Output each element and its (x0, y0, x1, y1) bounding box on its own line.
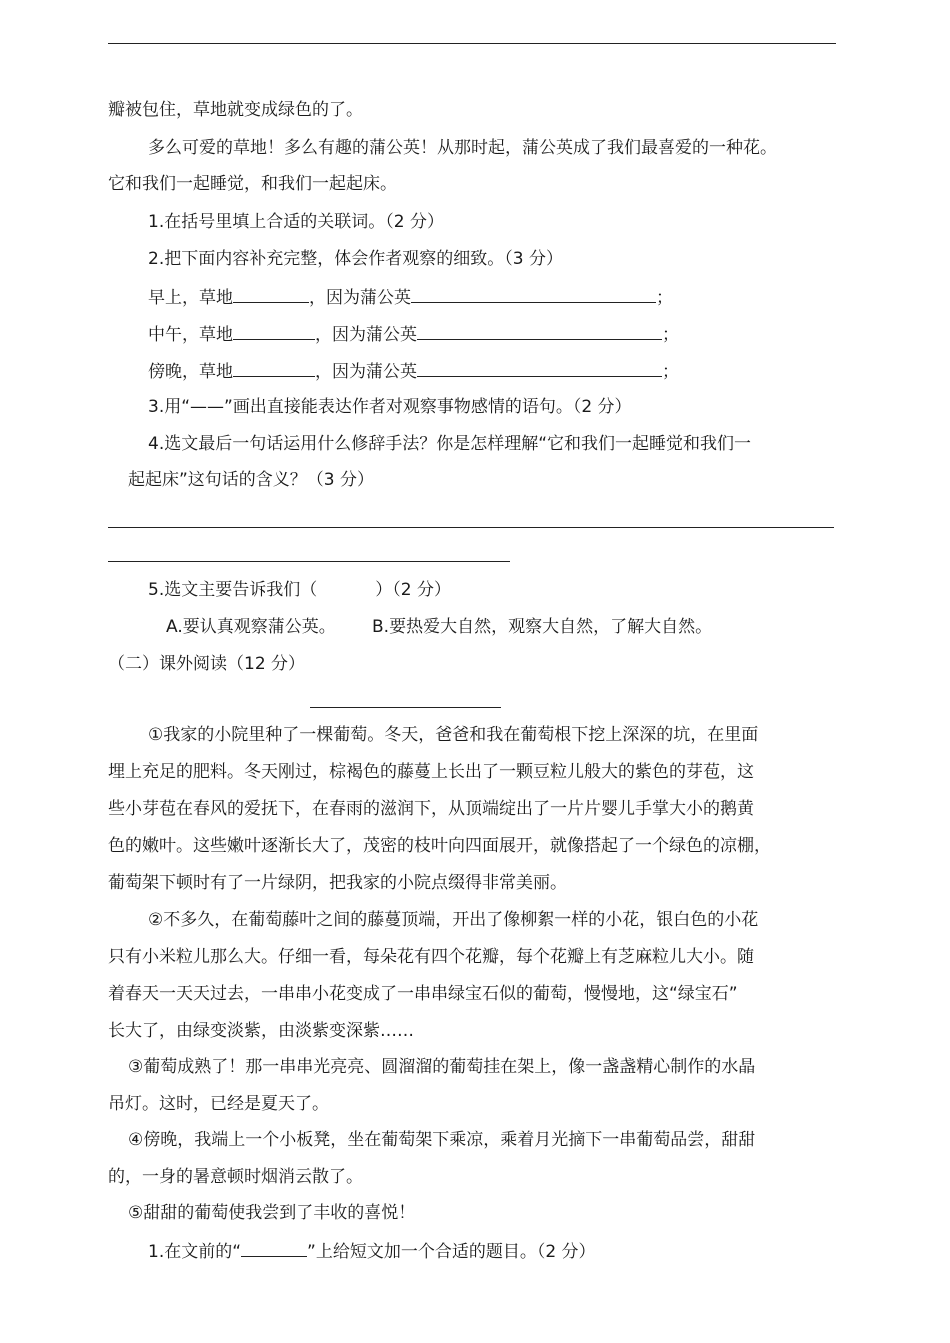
blank-field[interactable] (417, 321, 662, 340)
fill-row-mid: ，因为蒲公英 (315, 362, 417, 382)
question2-1-text: 1.在文前的“ (148, 1242, 242, 1262)
answer-line[interactable] (108, 527, 834, 528)
paragraph-1-line: 些小芽苞在春风的爱抚下，在春雨的滋润下，从顶端绽出了一片片婴儿手掌大小的鹅黄 (108, 799, 754, 819)
paragraph-4-line: 的，一身的暑意顿时烟消云散了。 (108, 1167, 363, 1187)
blank-field[interactable] (411, 284, 656, 303)
fill-row-morning (148, 284, 673, 310)
question-5-points: ）（2 分） (375, 580, 451, 600)
paragraph-1-line: 埋上充足的肥料。冬天刚过，棕褐色的藤蔓上长出了一颗豆粒儿般大的紫色的芽苞，这 (108, 762, 754, 782)
fill-row-noon (148, 321, 679, 347)
passage1-line2: 多么可爱的草地！多么有趣的蒲公英！从那时起，蒲公英成了我们最喜爱的一种花。 (148, 138, 777, 158)
title-blank[interactable] (310, 707, 501, 708)
answer-line[interactable] (108, 561, 510, 562)
question-4-line2: 起起床”这句话的含义？（3 分） (128, 470, 375, 490)
fill-row-end: ； (662, 362, 679, 382)
paragraph-1-line: 色的嫩叶。这些嫩叶逐渐长大了，茂密的枝叶向四面展开，就像搭起了一个绿色的凉棚， (108, 836, 771, 856)
passage1-line3: 它和我们一起睡觉，和我们一起起床。 (108, 174, 397, 194)
fill-row-label: 傍晚，草地 (148, 362, 233, 382)
question-3: 3.用“——”画出直接能表达作者对观察事物感情的语句。（2 分） (148, 397, 632, 417)
question2-1-rest: ”上给短文加一个合适的题目。（2 分） (307, 1242, 596, 1262)
blank-field[interactable] (233, 321, 315, 340)
option-b: B.要热爱大自然，观察大自然，了解大自然。 (372, 617, 713, 637)
question-2: 2.把下面内容补充完整，体会作者观察的细致。（3 分） (148, 249, 563, 269)
paragraph-3-line: ③葡萄成熟了！那一串串光亮亮、圆溜溜的葡萄挂在架上，像一盏盏精心制作的水晶 (128, 1057, 756, 1077)
paragraph-2-line: ②不多久，在葡萄藤叶之间的藤蔓顶端，开出了像柳絮一样的小花，银白色的小花 (148, 910, 759, 930)
fill-row-evening (148, 358, 679, 384)
paragraph-1-line: ①我家的小院里种了一棵葡萄。冬天，爸爸和我在葡萄根下挖上深深的坑，在里面 (148, 725, 759, 745)
header-rule (108, 43, 836, 44)
question-1: 1.在括号里填上合适的关联词。（2 分） (148, 212, 444, 232)
blank-field[interactable] (241, 1238, 307, 1257)
fill-row-end: ； (662, 325, 679, 345)
paragraph-5: ⑤甜甜的葡萄使我尝到了丰收的喜悦！ (128, 1203, 416, 1223)
paragraph-2-line: 着春天一天天过去，一串串小花变成了一串串绿宝石似的葡萄，慢慢地，这“绿宝石” (108, 984, 738, 1004)
paragraph-3-line: 吊灯。这时，已经是夏天了。 (108, 1094, 329, 1114)
fill-row-mid: ，因为蒲公英 (309, 288, 411, 308)
question-5-text: 5.选文主要告诉我们（ (148, 580, 318, 600)
question2-1 (148, 1238, 596, 1264)
question-5 (148, 578, 451, 602)
paragraph-1-line: 葡萄架下顿时有了一片绿阴，把我家的小院点缀得非常美丽。 (108, 873, 567, 893)
section-heading: （二）课外阅读（12 分） (108, 654, 306, 674)
blank-field[interactable] (233, 284, 309, 303)
blank-field[interactable] (417, 358, 662, 377)
option-a: A.要认真观察蒲公英。 (166, 617, 336, 637)
fill-row-mid: ，因为蒲公英 (315, 325, 417, 345)
fill-row-label: 中午，草地 (148, 325, 233, 345)
fill-row-label: 早上，草地 (148, 288, 233, 308)
paragraph-2-line: 只有小米粒儿那么大。仔细一看，每朵花有四个花瓣，每个花瓣上有芝麻粒儿大小。随 (108, 947, 754, 967)
passage1-line1: 瓣被包住，草地就变成绿色的了。 (108, 100, 363, 120)
blank-field[interactable] (233, 358, 315, 377)
fill-row-end: ； (656, 288, 673, 308)
question-4-line1: 4.选文最后一句话运用什么修辞手法？你是怎样理解“它和我们一起睡觉和我们一 (148, 434, 752, 454)
paragraph-4-line: ④傍晚，我端上一个小板凳，坐在葡萄架下乘凉，乘着月光摘下一串葡萄品尝，甜甜 (128, 1130, 756, 1150)
paragraph-2-line: 长大了，由绿变淡紫，由淡紫变深紫…… (108, 1021, 414, 1041)
